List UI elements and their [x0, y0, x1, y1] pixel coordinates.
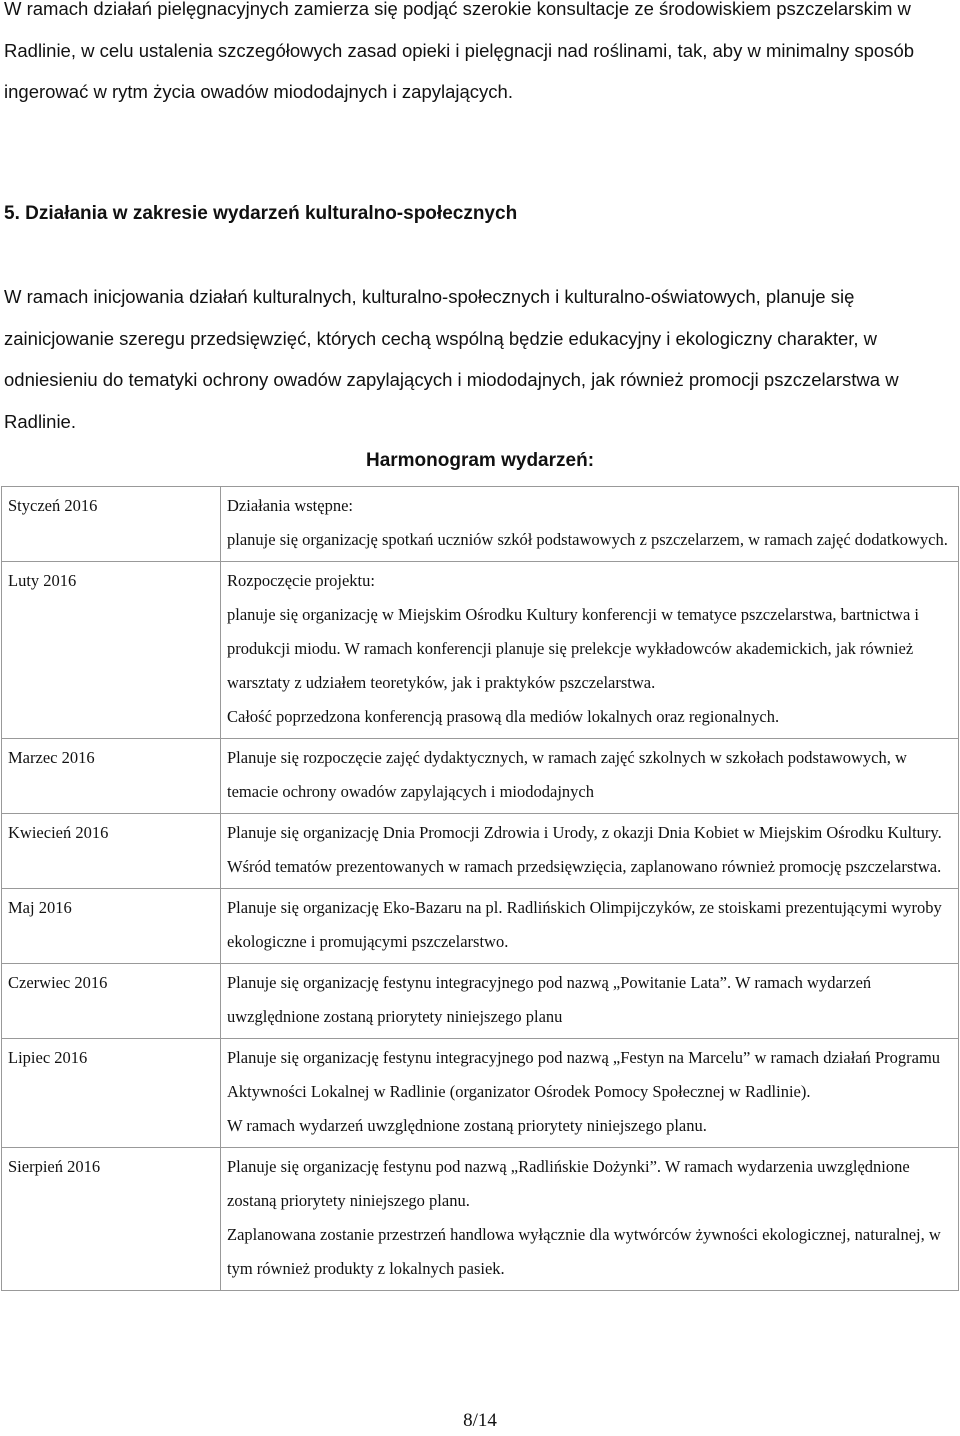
schedule-line: Planuje się organizację festynu integracyjnego pod nazwą „Powitanie Lata”. W ramach wydarzeń uwzględnione zostaną priorytety niniejszego planu	[227, 973, 872, 1026]
schedule-row	[2, 1039, 959, 1148]
schedule-month: Maj 2016	[2, 889, 221, 964]
schedule-line: Planuje się organizację festynu pod nazwą „Radlińskie Dożynki”. W ramach wydarzenia uwzględnione zostaną priorytety niniejszego planu.	[227, 1157, 910, 1210]
schedule-line: planuje się organizację spotkań uczniów szkół podstawowych z pszczelarzem, w ramach zajęć dodatkowych.	[227, 530, 948, 549]
schedule-row	[2, 562, 959, 739]
schedule-month: Sierpień 2016	[2, 1148, 221, 1291]
schedule-description	[221, 487, 959, 562]
schedule-row	[2, 889, 959, 964]
schedule-line: Całość poprzedzona konferencją prasową dla mediów lokalnych oraz regionalnych.	[227, 707, 780, 726]
schedule-month: Lipiec 2016	[2, 1039, 221, 1148]
schedule-month: Styczeń 2016	[2, 487, 221, 562]
schedule-line: Rozpoczęcie projektu:	[227, 571, 375, 590]
schedule-month: Marzec 2016	[2, 739, 221, 814]
schedule-description	[221, 1148, 959, 1291]
schedule-line: Planuje się rozpoczęcie zajęć dydaktycznych, w ramach zajęć szkolnych w szkołach podstawowych, w temacie ochrony owadów zapylających i miododajnych	[227, 748, 907, 801]
intro-paragraph: W ramach działań pielęgnacyjnych zamierza się podjąć szerokie konsultacje ze środowiskiem pszczelarskim w Radlinie, w celu ustalenia szczegółowych zasad opieki i pielęgnacji nad roślinami, tak, aby w minimalny sposób ingerować w rytm życia owadów miododajnych i zapylających.	[4, 0, 915, 102]
schedule-description	[221, 889, 959, 964]
schedule-month: Czerwiec 2016	[2, 964, 221, 1039]
schedule-description	[221, 964, 959, 1039]
schedule-row	[2, 1148, 959, 1291]
schedule-description	[221, 814, 959, 889]
schedule-table	[1, 486, 959, 1291]
schedule-title: Harmonogram wydarzeń:	[365, 450, 595, 471]
schedule-row	[2, 739, 959, 814]
section-heading: 5. Działania w zakresie wydarzeń kulturalno-społecznych	[4, 203, 518, 224]
schedule-description	[221, 562, 959, 739]
schedule-line: Planuje się organizację Eko-Bazaru na pl. Radlińskich Olimpijczyków, ze stoiskami prezentującymi wyroby ekologiczne i promującymi pszczelarstwo.	[227, 898, 942, 951]
schedule-month: Luty 2016	[2, 562, 221, 739]
schedule-line: Planuje się organizację Dnia Promocji Zdrowia i Urody, z okazji Dnia Kobiet w Miejskim Ośrodku Kultury. Wśród tematów prezentowanych w ramach przedsięwzięcia, zaplanowano również promocję pszczelarstwa.	[227, 823, 942, 876]
schedule-description	[221, 1039, 959, 1148]
schedule-line: Planuje się organizację festynu integracyjnego pod nazwą „Festyn na Marcelu” w ramach działań Programu Aktywności Lokalnej w Radlinie (organizator Ośrodek Pomocy Społecznej w Radlinie).	[227, 1048, 941, 1101]
page-number: 8/14	[463, 1410, 497, 1431]
schedule-line: Działania wstępne:	[227, 496, 353, 515]
schedule-description	[221, 739, 959, 814]
schedule-row	[2, 487, 959, 562]
schedule-month: Kwiecień 2016	[2, 814, 221, 889]
schedule-line: Zaplanowana zostanie przestrzeń handlowa wyłącznie dla wytwórców żywności ekologicznej, naturalnej, w tym również produkty z lokalnych pasiek.	[227, 1225, 941, 1278]
schedule-row	[2, 964, 959, 1039]
section-paragraph: W ramach inicjowania działań kulturalnych, kulturalno-społecznych i kulturalno-oświatowych, planuje się zainicjowanie szeregu przedsięwzięć, których cechą wspólną będzie edukacyjny i ekologiczny charakter, w odniesieniu do tematyki ochrony owadów zapylających i miododajnych, jak również promocji pszczelarstwa w Radlinie.	[4, 286, 899, 432]
schedule-line: planuje się organizację w Miejskim Ośrodku Kultury konferencji w tematyce pszczelarstwa, bartnictwa i produkcji miodu. W ramach konferencji planuje się prelekcje wykładowców akademickich, jak również warsztaty z udziałem teoretyków, jak i praktyków pszczelarstwa.	[227, 605, 920, 692]
schedule-line: W ramach wydarzeń uwzględnione zostaną priorytety niniejszego planu.	[227, 1116, 707, 1135]
schedule-row	[2, 814, 959, 889]
